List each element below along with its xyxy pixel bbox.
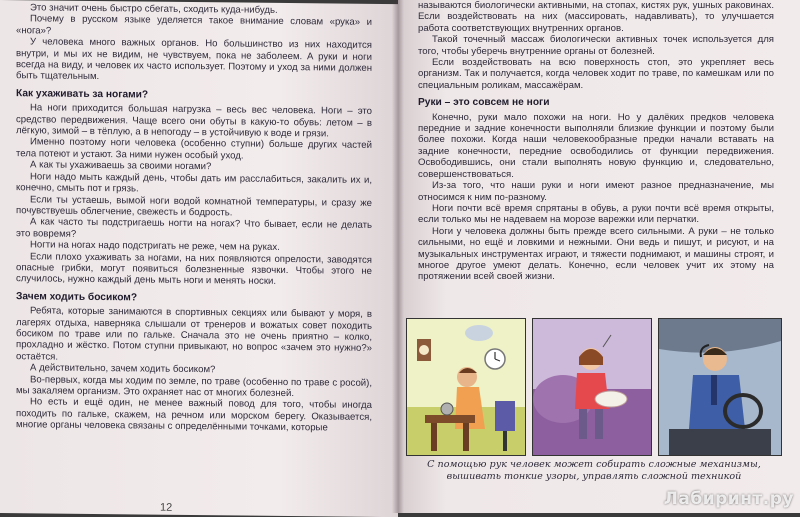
paragraph: А действительно, зачем ходить босиком? [30, 362, 216, 376]
illustration-man-assembling [406, 318, 526, 456]
paragraph: Если плохо ухаживать за ногами, на них появляются опрелости, заводятся опасные грибки, могут появиться болезненные язвочки. Чтобы этого не случилось, нужно каждый день мыть ноги и менять носки. [16, 250, 372, 288]
paragraph: Но есть и ещё один, не менее важный повод для того, чтобы иногда походить по гальке, скажем, на речном или морском берегу. Оказывается, многие органы человека связаны с определёнными точками, которые [16, 396, 372, 434]
paragraph: Конечно, руки мало похожи на ноги. Но у далёких предков человека передние и задние конечности выполняли близкие функции и поэтому были более похожи. Когда наши человекообразные предки начали вставать на задние конечности, передние освободились от функции передвижения. Освободившись, они стали выполнять новую функцию и, следовательно, совершенствоваться. [418, 111, 774, 180]
paragraph: У человека много важных органов. Но большинство из них находится внутри, и мы их не видим, не чувствуем, пока не заболеем. А руки и ноги всегда на виду, и человек их часто использует. Поэтому и уход за ними должен быть тщательным. [16, 36, 372, 83]
left-column [16, 2, 372, 434]
driver-drawing [659, 319, 781, 455]
illustration-driver [658, 318, 782, 456]
book-gutter-shadow [392, 0, 404, 513]
section-heading: Как ухаживать за ногами? [16, 88, 149, 101]
section-heading: Руки – это совсем не ноги [418, 97, 550, 109]
paragraph: Ребята, которые занимаются в спортивных секциях или бывают у моря, в лагерях отдыха, наверняка слышали от тренеров и вожатых совет походить босиком по траве или по гальке. Сначала это не очень приятно – колко, прохладно и жёстко. Потом ступни привыкают, но вопрос «зачем это нужно?» остаётся. [16, 305, 372, 363]
paragraph: Из-за того, что наши руки и ноги имеют разное предназначение, мы относимся к ним по-разному. [418, 180, 774, 203]
paragraph: Именно поэтому ноги человека (особенно ступни) больше других частей тела потеют и устают. За ними нужен особый уход. [16, 136, 372, 162]
paragraph: Если ты устаешь, вымой ноги водой комнатной температуры, и сразу же почувствуешь облегчение, свежесть и бодрость. [16, 193, 372, 219]
paragraph: Во-первых, когда мы ходим по земле, по траве (особенно по траве с росой), мы закаляем организм. Это охраняет нас от многих болезней. [16, 373, 372, 400]
paragraph: Ноги у человека должны быть прежде всего сильными. А руки – не только сильными, но ещё и ловкими и нежными. Они ведь и пишут, и рисуют, и на музыкальных инструментах играют, и тяжести поднимают, и машины строят, и многое другое умеют делать. Конечно, если человек учит их этому на протяжении всей своей жизни. [418, 225, 774, 283]
paragraph: Это значит очень быстро сбегать, сходить куда-нибудь. [30, 2, 278, 16]
illustration-caption: С помощью рук человек может собирать сложные механизмы, вышивать тонкие узоры, управлять сложной техникой [427, 459, 761, 482]
watermark-logo: Лабиринт.ру [663, 489, 794, 509]
paragraph: А как часто ты подстригаешь ногти на ногах? Что бывает, если не делать это вовремя? [16, 216, 372, 240]
page-number: 12 [160, 501, 173, 514]
illustration-girl-embroidering [532, 318, 652, 456]
paragraph: А как ты ухаживаешь за своими ногами? [30, 159, 212, 173]
embroidering-drawing [533, 319, 651, 455]
paragraph: Ноги надо мыть каждый день, чтобы дать им расслабиться, закалить их и, конечно, смыть пот и грязь. [16, 171, 372, 195]
paragraph: называются биологически активными, на стопах, кистях рук, ушных раковинах. Если воздействовать на них (массировать, надавливать), то улучшается работа соответствующих внутренних органов. [418, 0, 774, 34]
paragraph: Ноги почти всё время спрятаны в обувь, а руки почти всё время открыты, если только мы не надеваем на морозе варежки или перчатки. [418, 202, 774, 226]
right-page [398, 0, 800, 513]
paragraph: Ногти на ногах надо подстригать не реже, чем на руках. [30, 239, 280, 254]
section-heading: Зачем ходить босиком? [16, 290, 138, 304]
assembling-drawing [407, 319, 525, 455]
left-page [0, 0, 398, 517]
right-column [418, 0, 774, 283]
paragraph: На ноги приходится большая нагрузка – весь вес человека. Ноги – это средство передвижения. Чаще всего они обуты в какую-то обувь: летом – в лёгкую, зимой – в тёплую, а в непогоду – в устойчивую к воде и грязи. [16, 102, 372, 140]
paragraph: Такой точечный массаж биологически активных точек используется для того, чтобы уберечь внутренние органы от болезней. [418, 34, 774, 57]
paragraph: Если воздействовать на всю поверхность стоп, это укрепляет весь организм. Так и получается, когда человек ходит по траве, по камешкам или по специальным роликам, массажёрам. [418, 57, 774, 91]
illustration-strip [406, 318, 782, 456]
paragraph: Почему в русском языке уделяется такое внимание словам «рука» и «нога»? [16, 13, 372, 37]
